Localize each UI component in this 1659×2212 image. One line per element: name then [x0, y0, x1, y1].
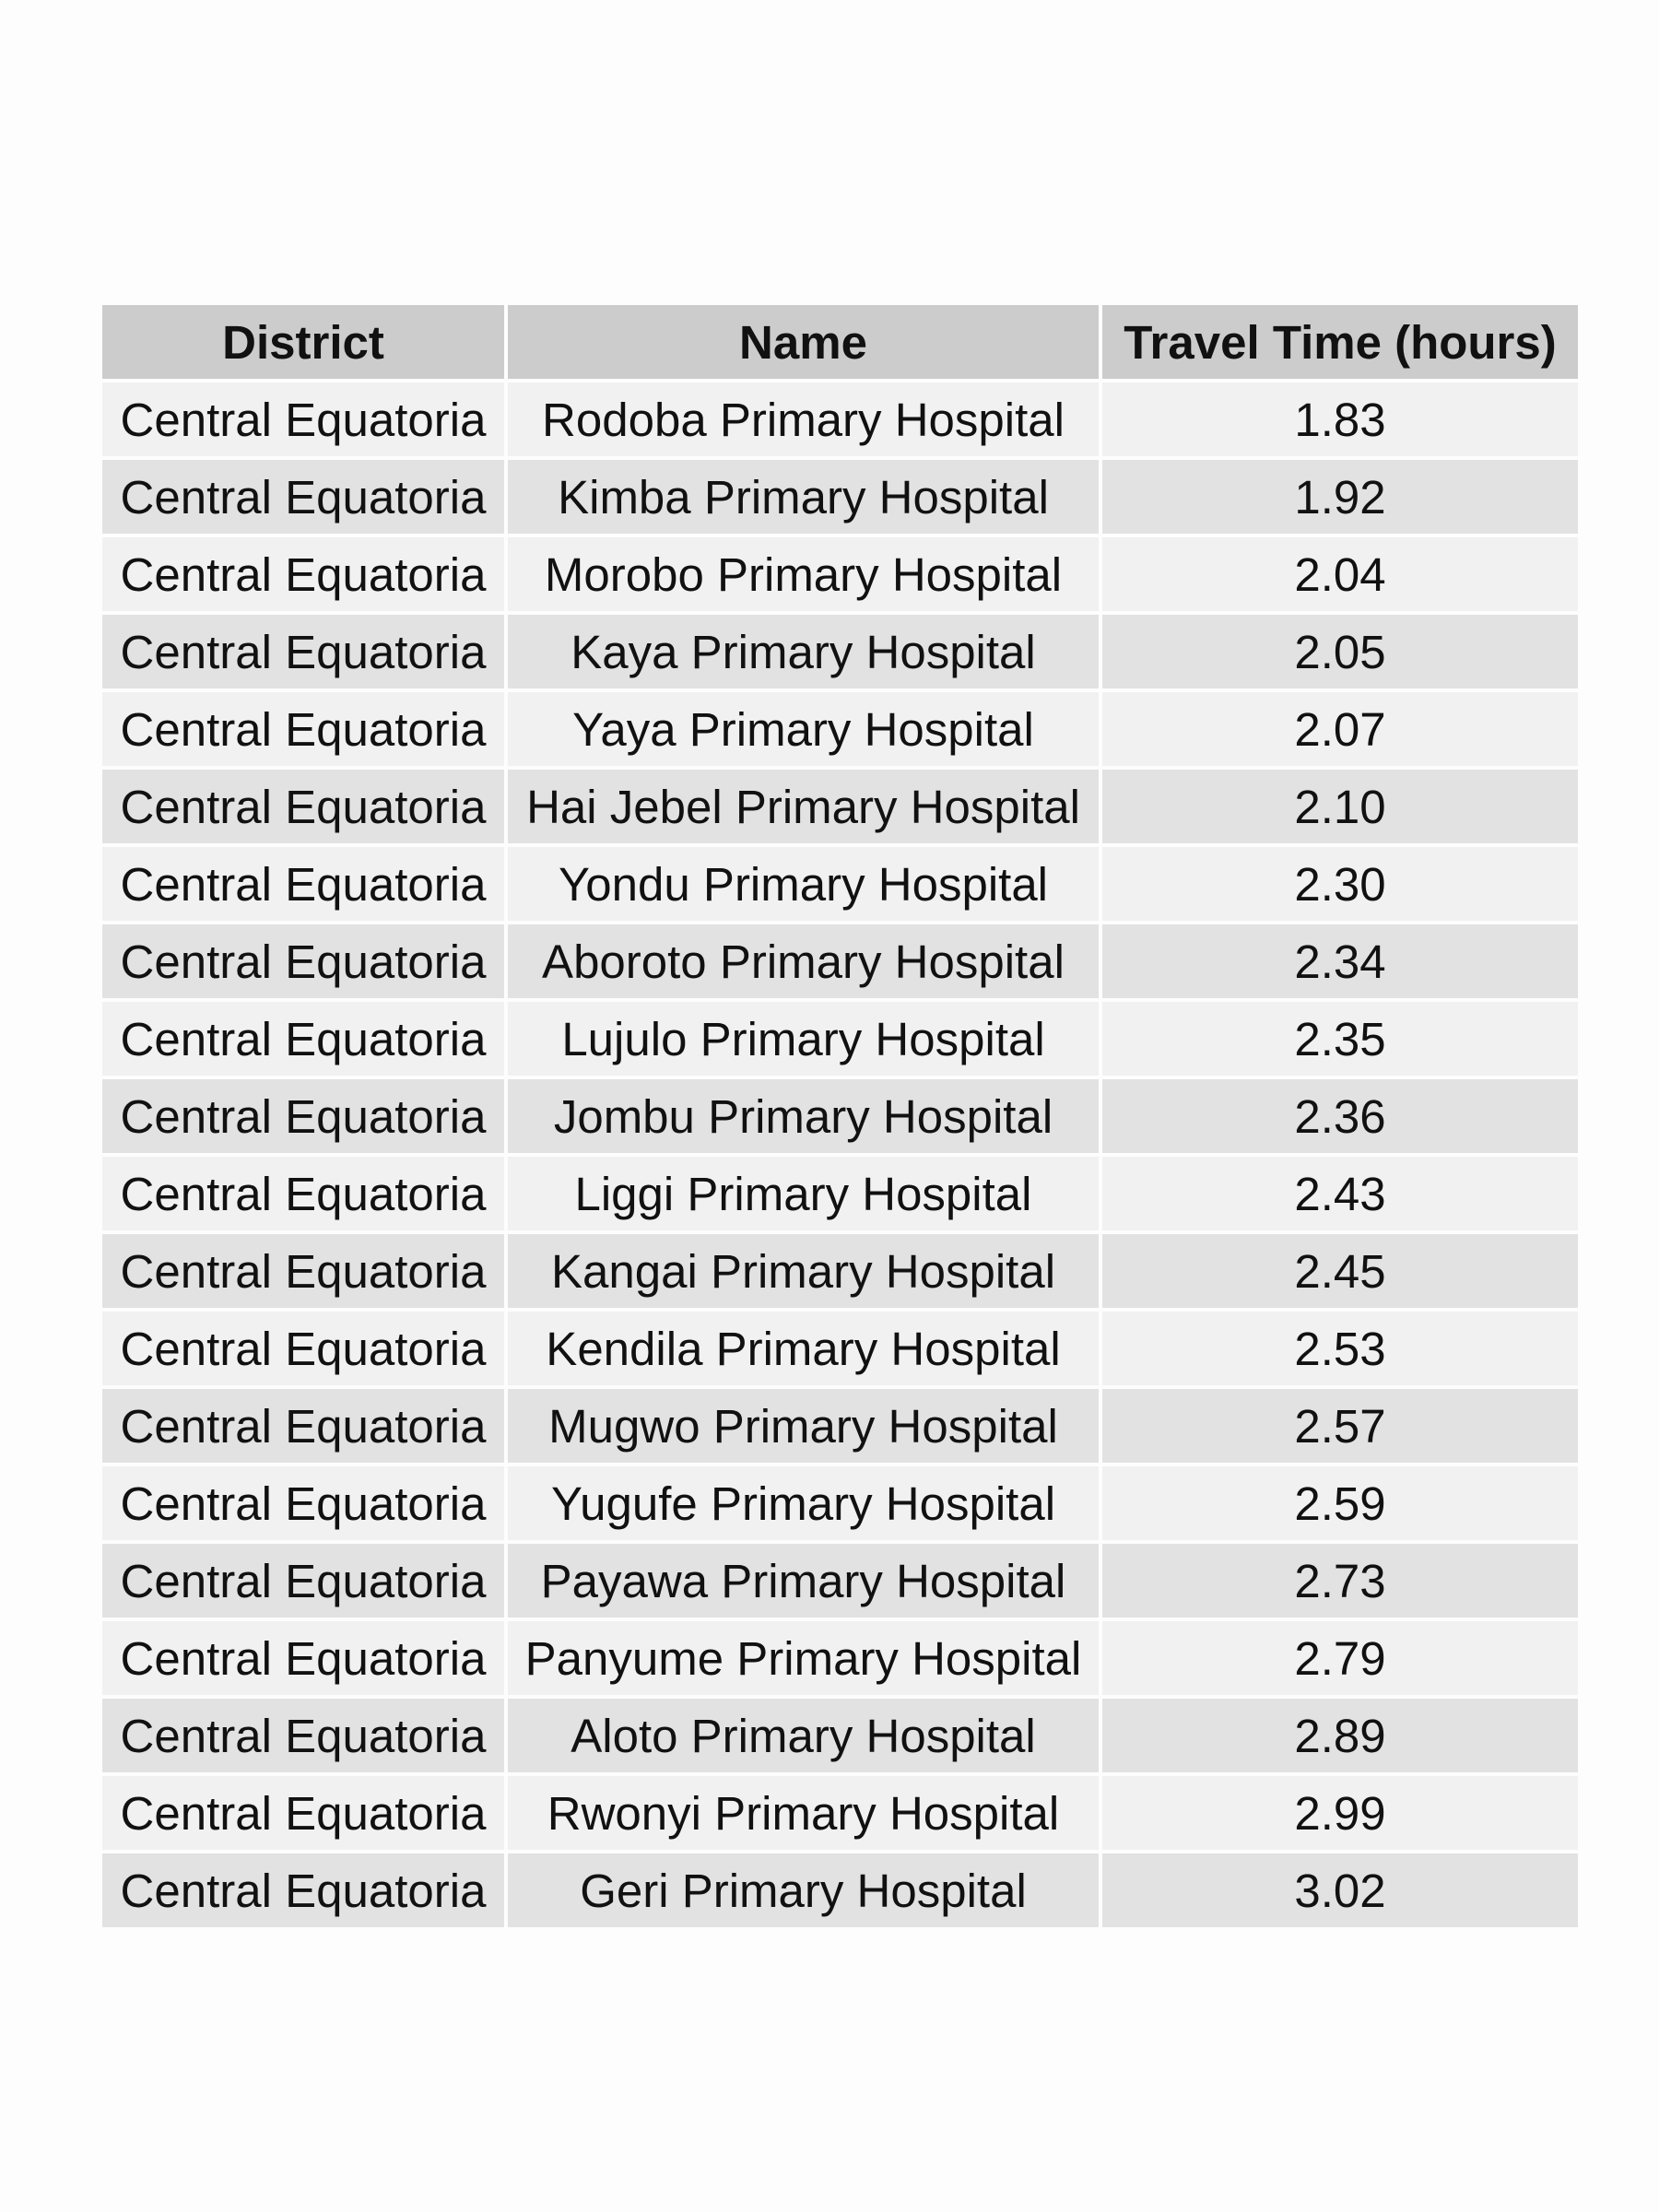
cell-district: Central Equatoria: [102, 460, 504, 534]
data-table: [99, 301, 1582, 1931]
table-row: [102, 692, 1578, 766]
cell-name: Yondu Primary Hospital: [508, 847, 1099, 921]
table-row: [102, 1234, 1578, 1308]
table-row: [102, 382, 1578, 456]
cell-name: Aloto Primary Hospital: [508, 1699, 1099, 1772]
cell-district: Central Equatoria: [102, 1776, 504, 1850]
cell-travel-time: 2.04: [1102, 537, 1578, 611]
cell-district: Central Equatoria: [102, 1466, 504, 1540]
cell-travel-time: 2.10: [1102, 770, 1578, 843]
cell-district: Central Equatoria: [102, 1234, 504, 1308]
cell-travel-time: 2.35: [1102, 1002, 1578, 1076]
cell-name: Kimba Primary Hospital: [508, 460, 1099, 534]
table-body: [102, 382, 1578, 1927]
cell-district: Central Equatoria: [102, 1157, 504, 1230]
table-header-row: [102, 305, 1578, 379]
cell-district: Central Equatoria: [102, 692, 504, 766]
table-row: [102, 1079, 1578, 1153]
cell-name: Payawa Primary Hospital: [508, 1544, 1099, 1618]
column-header-travel-time: Travel Time (hours): [1102, 305, 1578, 379]
cell-district: Central Equatoria: [102, 770, 504, 843]
cell-district: Central Equatoria: [102, 1699, 504, 1772]
cell-district: Central Equatoria: [102, 847, 504, 921]
cell-name: Liggi Primary Hospital: [508, 1157, 1099, 1230]
cell-name: Lujulo Primary Hospital: [508, 1002, 1099, 1076]
cell-travel-time: 2.45: [1102, 1234, 1578, 1308]
table-row: [102, 1544, 1578, 1618]
cell-name: Kaya Primary Hospital: [508, 615, 1099, 688]
cell-name: Yaya Primary Hospital: [508, 692, 1099, 766]
cell-district: Central Equatoria: [102, 1389, 504, 1463]
column-header-name: Name: [508, 305, 1099, 379]
cell-district: Central Equatoria: [102, 1621, 504, 1695]
cell-travel-time: 2.07: [1102, 692, 1578, 766]
cell-name: Geri Primary Hospital: [508, 1853, 1099, 1927]
cell-travel-time: 2.43: [1102, 1157, 1578, 1230]
table-row: [102, 1466, 1578, 1540]
cell-district: Central Equatoria: [102, 1002, 504, 1076]
cell-name: Aboroto Primary Hospital: [508, 924, 1099, 998]
cell-travel-time: 2.73: [1102, 1544, 1578, 1618]
cell-name: Jombu Primary Hospital: [508, 1079, 1099, 1153]
cell-travel-time: 2.99: [1102, 1776, 1578, 1850]
table-row: [102, 847, 1578, 921]
cell-name: Morobo Primary Hospital: [508, 537, 1099, 611]
table-row: [102, 460, 1578, 534]
cell-travel-time: 2.57: [1102, 1389, 1578, 1463]
table-row: [102, 770, 1578, 843]
cell-name: Kangai Primary Hospital: [508, 1234, 1099, 1308]
cell-travel-time: 2.53: [1102, 1312, 1578, 1385]
cell-name: Rodoba Primary Hospital: [508, 382, 1099, 456]
table-row: [102, 537, 1578, 611]
cell-district: Central Equatoria: [102, 1079, 504, 1153]
table-row: [102, 1312, 1578, 1385]
table-row: [102, 1157, 1578, 1230]
cell-travel-time: 2.30: [1102, 847, 1578, 921]
cell-travel-time: 1.92: [1102, 460, 1578, 534]
table-row: [102, 1699, 1578, 1772]
cell-travel-time: 2.89: [1102, 1699, 1578, 1772]
table-row: [102, 1389, 1578, 1463]
cell-travel-time: 2.34: [1102, 924, 1578, 998]
cell-name: Mugwo Primary Hospital: [508, 1389, 1099, 1463]
cell-district: Central Equatoria: [102, 382, 504, 456]
cell-name: Yugufe Primary Hospital: [508, 1466, 1099, 1540]
cell-travel-time: 2.05: [1102, 615, 1578, 688]
cell-name: Kendila Primary Hospital: [508, 1312, 1099, 1385]
table-row: [102, 924, 1578, 998]
cell-district: Central Equatoria: [102, 537, 504, 611]
cell-travel-time: 3.02: [1102, 1853, 1578, 1927]
cell-travel-time: 2.36: [1102, 1079, 1578, 1153]
table-row: [102, 1853, 1578, 1927]
column-header-district: District: [102, 305, 504, 379]
cell-travel-time: 2.59: [1102, 1466, 1578, 1540]
cell-district: Central Equatoria: [102, 1312, 504, 1385]
cell-name: Rwonyi Primary Hospital: [508, 1776, 1099, 1850]
cell-district: Central Equatoria: [102, 924, 504, 998]
table-row: [102, 1621, 1578, 1695]
table-row: [102, 1002, 1578, 1076]
data-table-container: [99, 301, 1578, 1931]
cell-district: Central Equatoria: [102, 1853, 504, 1927]
cell-name: Hai Jebel Primary Hospital: [508, 770, 1099, 843]
cell-district: Central Equatoria: [102, 615, 504, 688]
cell-district: Central Equatoria: [102, 1544, 504, 1618]
cell-name: Panyume Primary Hospital: [508, 1621, 1099, 1695]
table-row: [102, 1776, 1578, 1850]
cell-travel-time: 1.83: [1102, 382, 1578, 456]
cell-travel-time: 2.79: [1102, 1621, 1578, 1695]
table-row: [102, 615, 1578, 688]
